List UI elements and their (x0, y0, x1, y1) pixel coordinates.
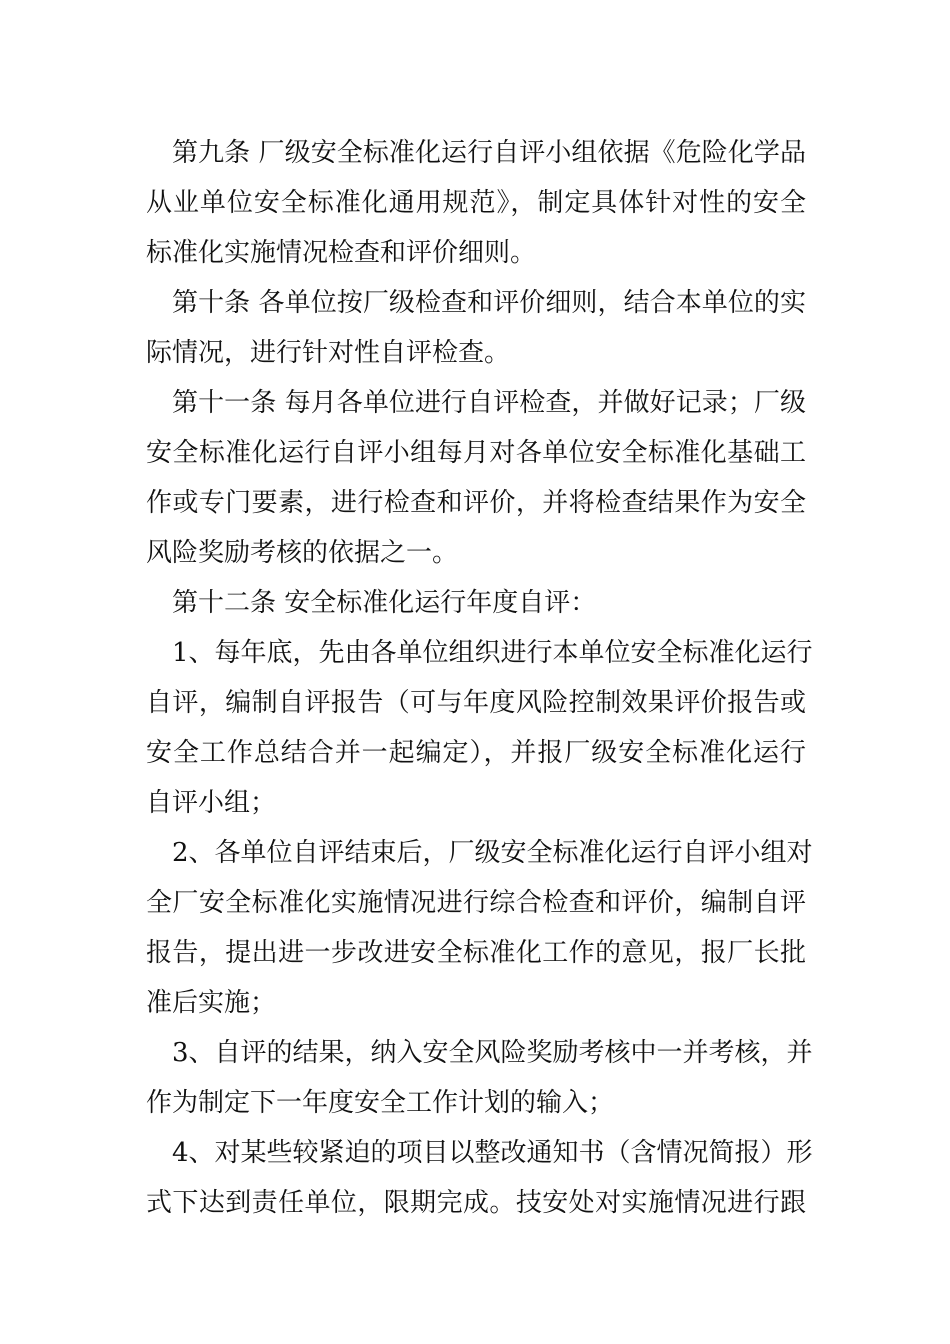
item-2-line-1: 2、各单位自评结束后，厂级安全标准化运行自评小组对 (172, 838, 813, 868)
article-9-line-3: 标准化实施情况检查和评价细则。 (146, 238, 537, 268)
article-11-line-1: 第十一条 每月各单位进行自评检查，并做好记录；厂级 (172, 388, 806, 418)
item-1-line-4: 自评小组； (146, 788, 277, 818)
item-3-line-1: 3、自评的结果，纳入安全风险奖励考核中一并考核，并 (172, 1038, 813, 1068)
item-1-line-2: 自评，编制自评报告（可与年度风险控制效果评价报告或 (146, 688, 806, 718)
article-11-line-2: 安全标准化运行自评小组每月对各单位安全标准化基础工 (146, 438, 806, 468)
article-10-line-2: 际情况，进行针对性自评检查。 (146, 338, 511, 368)
item-1-line-3: 安全工作总结合并一起编定），并报厂级安全标准化运行 (146, 738, 806, 768)
article-9-line-2: 从业单位安全标准化通用规范》，制定具体针对性的安全 (146, 188, 806, 218)
article-11-line-3: 作或专门要素，进行检查和评价，并将检查结果作为安全 (146, 488, 806, 518)
item-4-line-2: 式下达到责任单位，限期完成。技安处对实施情况进行跟 (146, 1188, 806, 1218)
item-2-line-4: 准后实施； (146, 988, 277, 1018)
article-9-line-1: 第九条 厂级安全标准化运行自评小组依据《危险化学品 (172, 138, 806, 168)
item-3-line-2: 作为制定下一年度安全工作计划的输入； (146, 1088, 615, 1118)
article-10-line-1: 第十条 各单位按厂级检查和评价细则，结合本单位的实 (172, 288, 806, 318)
item-2-line-3: 报告，提出进一步改进安全标准化工作的意见，报厂长批 (146, 938, 806, 968)
item-4-line-1: 4、对某些较紧迫的项目以整改通知书（含情况简报）形 (172, 1138, 813, 1168)
item-1-line-1: 1、每年底，先由各单位组织进行本单位安全标准化运行 (172, 638, 813, 668)
item-2-line-2: 全厂安全标准化实施情况进行综合检查和评价，编制自评 (146, 888, 806, 918)
article-12-heading: 第十二条 安全标准化运行年度自评： (172, 588, 597, 618)
article-11-line-4: 风险奖励考核的依据之一。 (146, 538, 459, 568)
